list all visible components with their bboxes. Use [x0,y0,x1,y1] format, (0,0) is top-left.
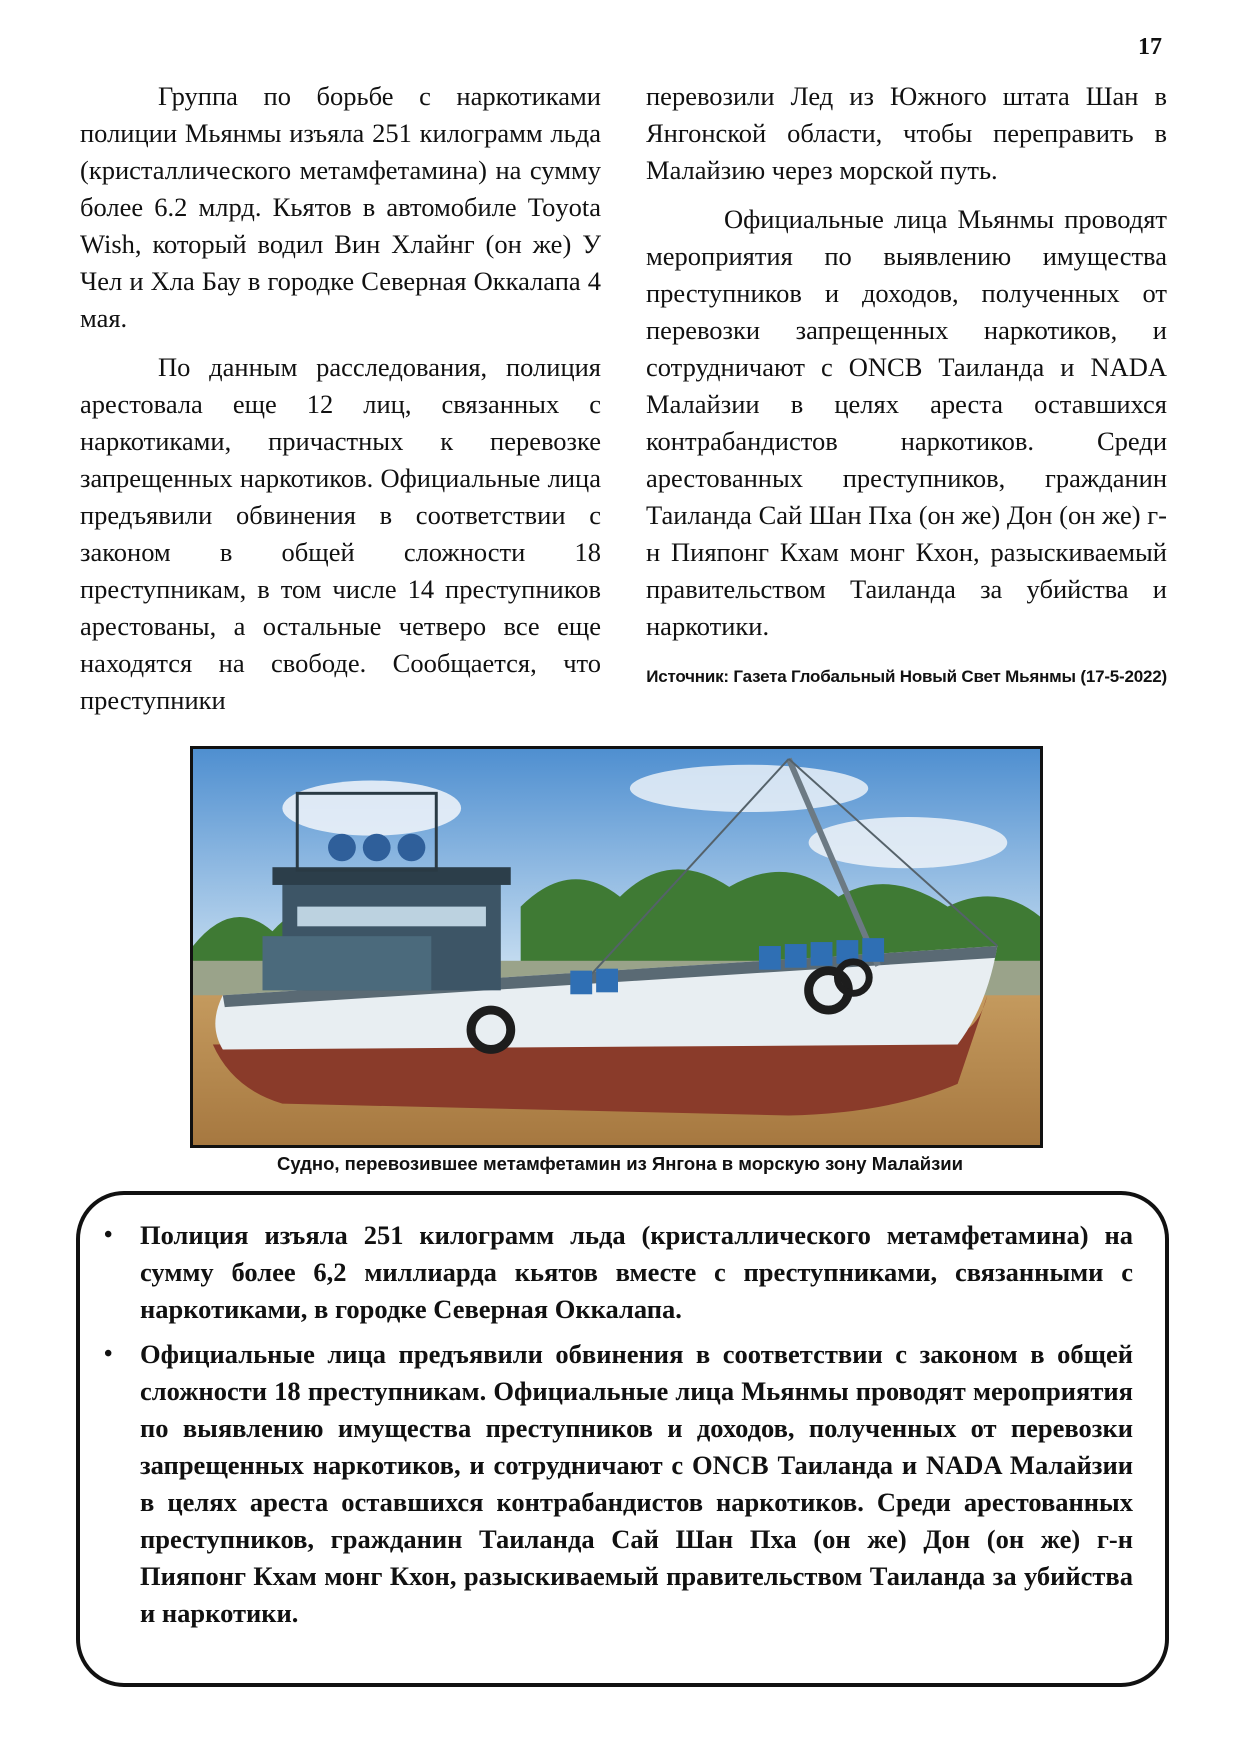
cargo-barrel [398,834,426,862]
cloud [630,765,868,812]
cargo-barrel [328,834,356,862]
summary-item-text: Полиция изъяла 251 килограмм льда (кристаллического метамфетамина) на сумму более 6,2 миллиарда кьятов вместе с преступниками, связанными с наркотиками, в городке Северная Оккалапа. [140,1220,1133,1324]
cargo-barrel [363,834,391,862]
boat-illustration [193,749,1040,1145]
article-source: Источник: Газета Глобальный Новый Свет Мьянмы (17-5-2022) [646,667,1167,686]
bullet-icon: • [104,1341,113,1367]
article-paragraph-4: Официальные лица Мьянмы проводят мероприятия по выявлению имущества преступников и доходов, полученных от перевозки запрещенных наркотиков, и сотрудничают с ONCB Таиланда и NADA Малайзии в целях ареста оставшихся контрабандистов наркотиков. Среди арестованных преступников, гражданин Таиланда Сай Шан Пха (он же) Дон (он же) г-н Пияпонг Кхам монг Кхон, разыскиваемый правительством Таиланда за убийства и наркотики. [646,204,1167,641]
bullet-icon: • [104,1222,113,1248]
boat-photo [190,746,1043,1148]
boat-cabin-window [297,907,486,927]
summary-item-text: Официальные лица предъявили обвинения в соответствии с законом в общей сложности 18 преступникам. Официальные лица Мьянмы проводят мероприятия по выявлению имущества преступников и доходов, полученных от перевозки запрещенных наркотиков, и сотрудничают с ONCB Таиланда и NADA Малайзии в целях ареста оставшихся контрабандистов наркотиков. Среди арестованных преступников, гражданин Таиланда Сай Шан Пха (он же) Дон (он же) г-н Пияпонг Кхам монг Кхон, разыскиваемый правительством Таиланда за убийства и наркотики. [140,1339,1133,1628]
article-right-column [646,78,1167,719]
photo-caption: Судно, перевозившее метамфетамин из Янгона в морскую зону Малайзии [276,1153,964,1174]
cloud [282,781,461,836]
page-number: 17 [1138,34,1162,60]
summary-box [76,1191,1169,1687]
cloud [809,817,1008,868]
article-paragraph-2: По данным расследования, полиция арестовала еще 12 лиц, связанных с наркотиками, причастных к перевозке запрещенных наркотиков. Официальные лица предъявили обвинения в соответствии с законом в общей сложности 18 преступникам, в том числе 14 преступников арестованы, а остальные четверо все еще находятся на свободе. Сообщается, что преступники [80,352,601,715]
article-paragraph-1: Группа по борьбе с наркотиками полиции Мьянмы изъяла 251 килограмм льда (кристаллического метамфетамина) на сумму более 6.2 млрд. Кьятов в автомобиле Toyota Wish, который водил Вин Хлайнг (он же) У Чел и Хла Бау в городке Северная Оккалапа 4 мая. [80,81,601,333]
article-columns [80,78,1167,719]
article-left-column [80,78,601,719]
summary-list [104,1217,1133,1632]
article-paragraph-3: перевозили Лед из Южного штата Шан в Янгонской области, чтобы переправить в Малайзию через морской путь. [646,81,1167,185]
summary-item [104,1217,1133,1328]
boat-cabin-lower [263,936,432,990]
summary-item [104,1336,1133,1632]
